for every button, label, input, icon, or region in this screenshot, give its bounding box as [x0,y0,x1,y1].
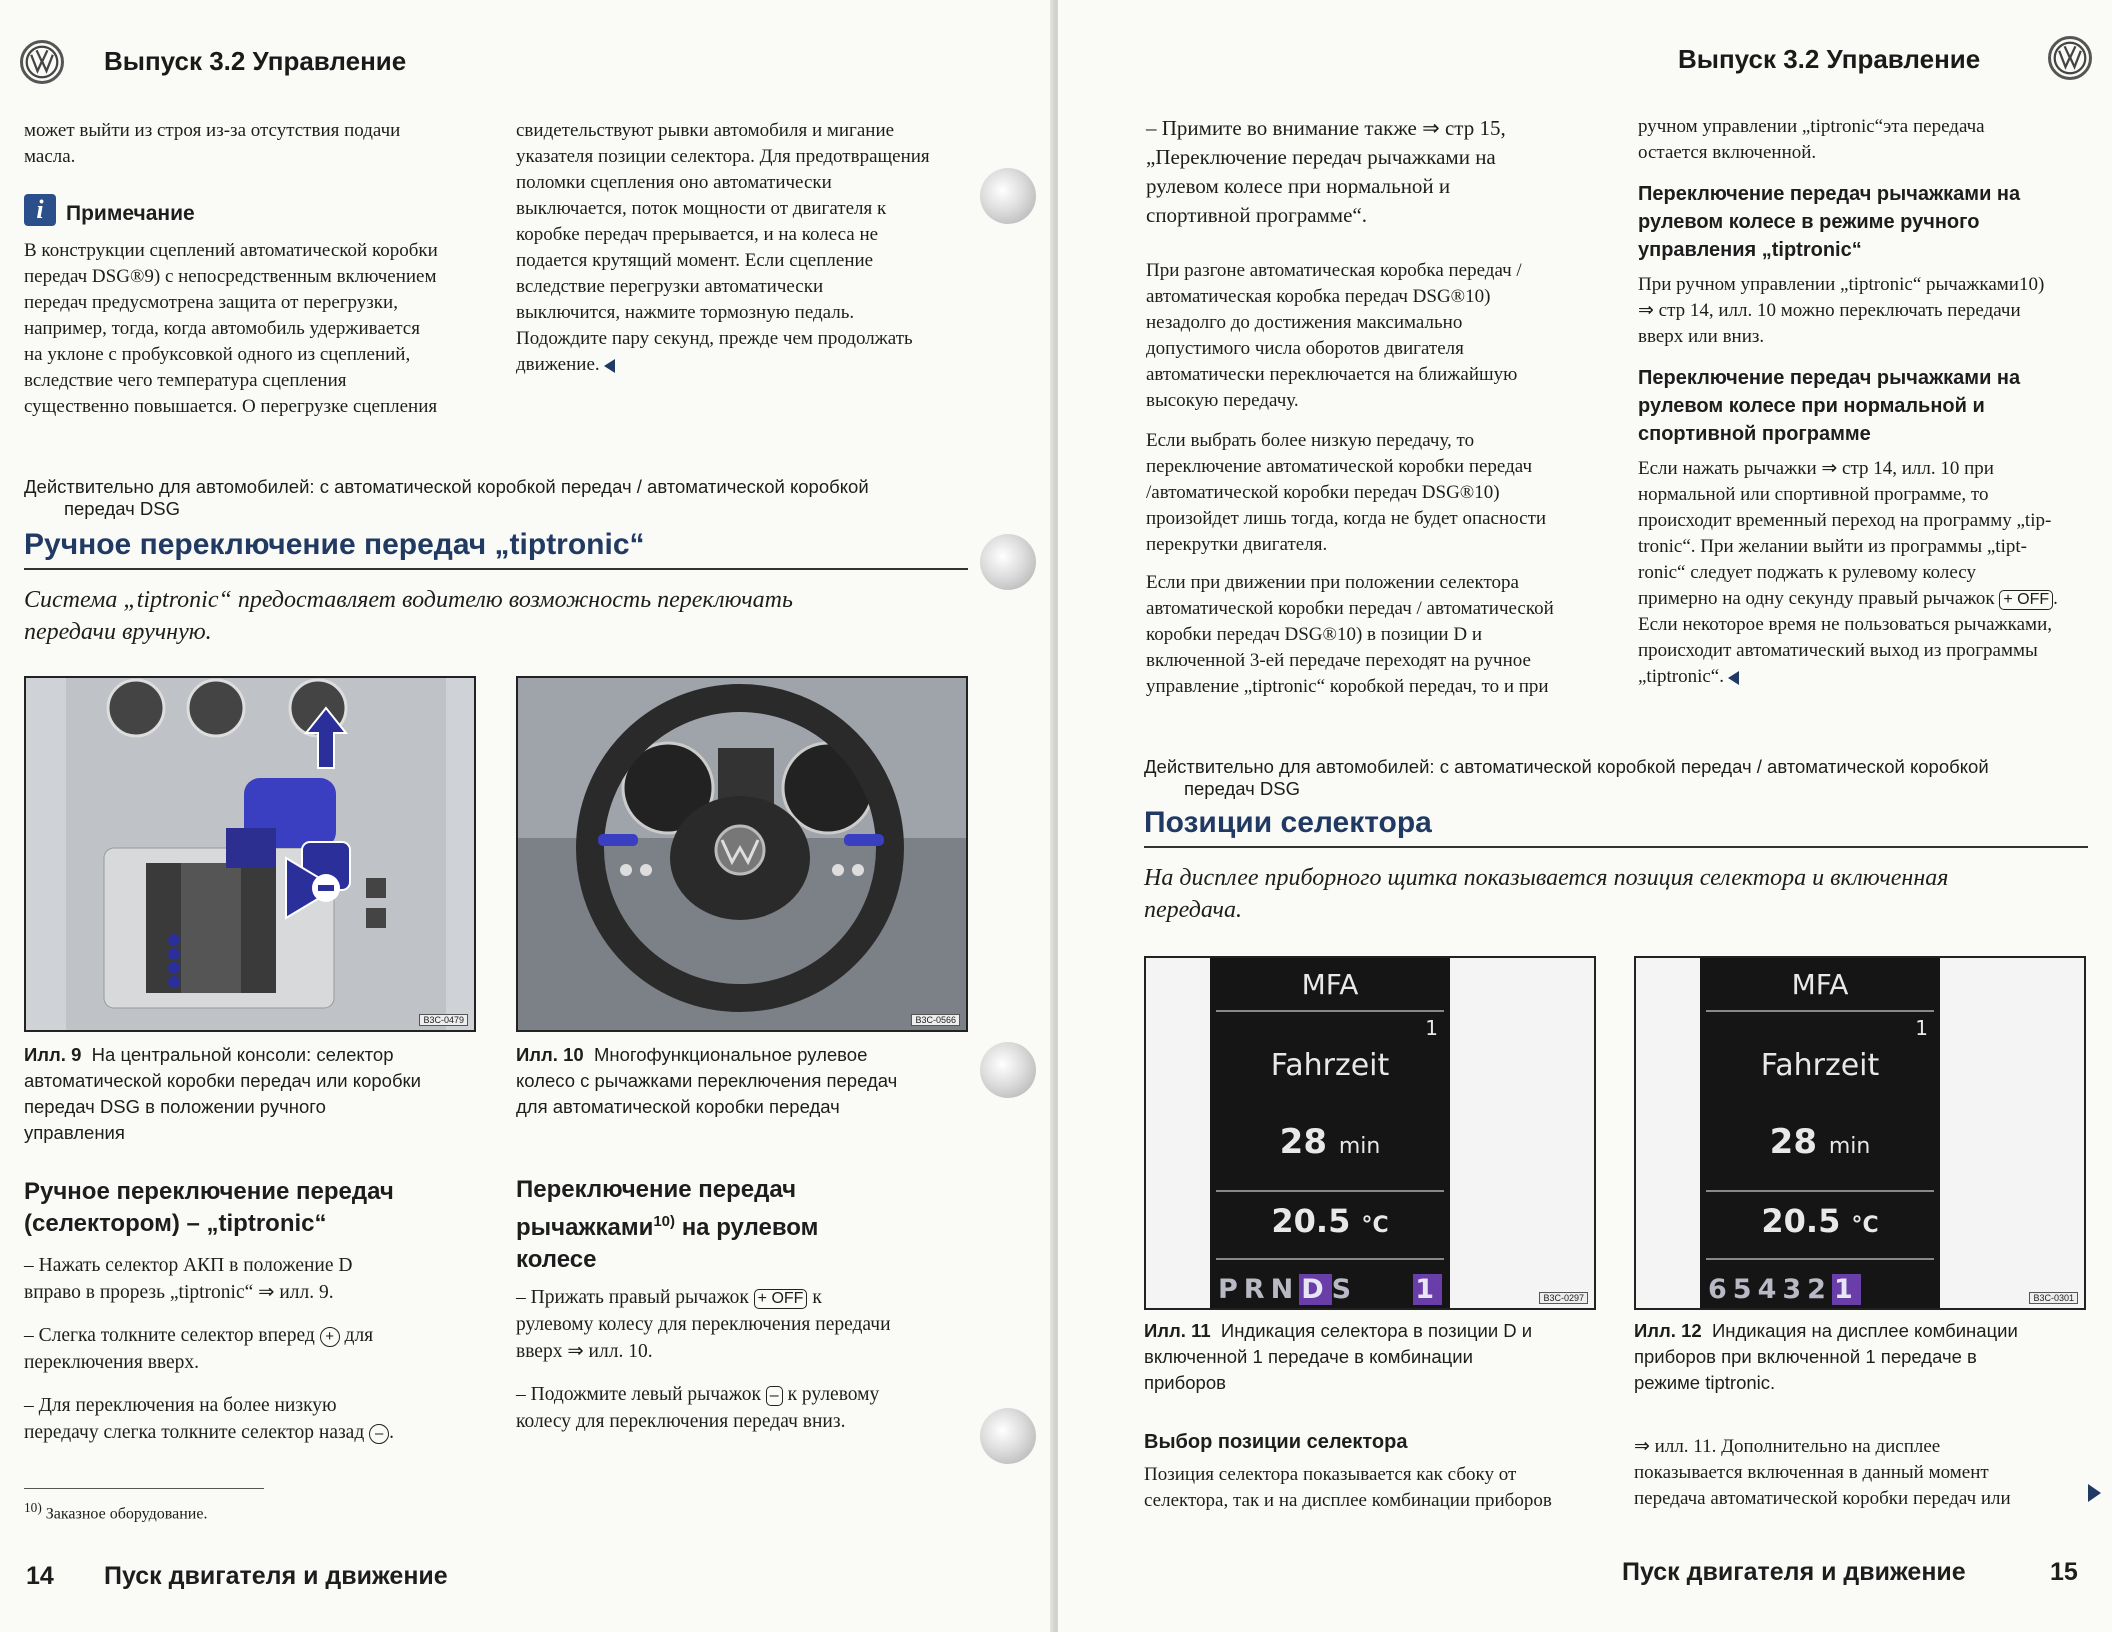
text-line: Если некоторое время не пользоваться рычажками, [1638,614,2053,635]
text-word: рычажками [516,1214,654,1241]
text-line: Система „tiptronic“ предоставляет водителю возможность переключать [24,587,793,613]
text-word: для [344,1325,374,1346]
text-line: На дисплее приборного щитка показывается позиция селектора и включенная [1144,865,1949,891]
text-line: на уклоне с пробуксовкой одного из сцеплений, [24,344,411,365]
text-line: приборов [1144,1372,1226,1393]
vw-logo-icon [20,40,64,84]
right-page [1058,0,2112,1632]
col2-para2: Если нажать рычажки ⇒ стр 14, илл. 10 при нормальной или спортивной программе, то происходит временный переход на программу „tip- tronic“. При желании выйти из программы „tipt- ronic“ следует поджать к рулевому колесу примерно на одну секунду правый рычажок + OFF . Если некоторое время не пользоваться рычажками, происходит автоматический выход из программы „tiptronic“. [1638,456,2098,690]
text-line: автоматически переключается на ближайшую [1146,364,1518,385]
text-line: Если нажать рычажки ⇒ стр 14, илл. 10 при [1638,458,1994,479]
text-line: управления [24,1122,125,1143]
text-word: к [812,1287,822,1308]
gear-indicator [1708,1274,1932,1304]
text-line: происходит автоматический выход из программы [1638,640,2038,661]
mfa-temp: 20.5 [1761,1202,1841,1240]
text-line: спортивной программе [1638,423,1871,445]
col2-heading-normal [1638,364,2098,448]
text-line: Переключение передач рычажками на [1638,183,2021,205]
gear-indicator [1218,1274,1442,1304]
subsection-paddles-title [516,1174,976,1276]
text-line: ручном управлении „tiptronic“эта передача [1638,116,1985,137]
col2-top-text [516,118,996,378]
selector-choice-text [1144,1462,1604,1514]
page-header: Выпуск 3.2 Управление [1678,44,1981,74]
text-line: ronic“ следует поджать к рулевому колесу [1638,562,1976,583]
text-line: выключится, нажмите тормозную педаль. [516,302,855,323]
gear-selector-illustration [26,678,476,1032]
divider [1216,1010,1444,1012]
mfa-temp: 20.5 [1271,1202,1351,1240]
text-line: колесо с рычажками переключения передач [516,1070,898,1091]
plus-off-key-icon: + OFF [1999,590,2053,610]
text-line: ⇒ стр 14, илл. 10 можно переключать передачи [1638,300,2021,321]
text-line: рулевом колесе в режиме ручного [1638,211,1980,233]
figure-code: B3C-0566 [911,1014,960,1026]
text-line: вследствие чего температура сцепления [24,370,347,391]
divider [1706,1190,1934,1192]
text-line: – Прижать правый рычажок [516,1287,749,1308]
text-line: передачу слегка толкните селектор назад [24,1422,365,1443]
text-word: на рулевом [681,1214,819,1241]
text-line: коробки передач DSG®10) в позиции D и [1146,624,1482,645]
col1-para3 [1146,570,1586,700]
end-marker-icon [1728,671,1739,685]
step-item [24,1252,494,1306]
page-number: 14 [26,1562,54,1590]
footnote-ref: 10) [653,1213,676,1230]
steering-wheel-illustration [518,678,968,1032]
note-title: Примечание [66,202,195,225]
text-line: существенно повышается. О перегрузке сцепления [24,396,438,417]
page-header: Выпуск 3.2 Управление [104,46,407,76]
info-icon: i [24,194,56,226]
end-marker-icon [604,359,615,373]
section-rule [24,568,968,570]
plus-off-key-icon: + OFF [754,1289,808,1309]
punch-hole [980,534,1036,590]
text-line: передач DSG в положении ручного [24,1096,326,1117]
text-line: переключение автоматической коробки передач [1146,456,1532,477]
text-line: включенной 1 передаче в комбинации [1144,1346,1473,1367]
left-page [0,0,1054,1632]
text-line: допустимого числа оборотов двигателя [1146,338,1464,359]
col1-top-text [24,118,474,170]
page-footer: Пуск двигателя и движение [104,1562,448,1590]
figure-12 [1634,956,2086,1310]
text-line: переключения вверх. [24,1352,200,1373]
text-line: вправо в прорезь „tiptronic“ ⇒ илл. 9. [24,1282,334,1303]
col2-bottom-text [1634,1434,2094,1512]
text-line: приборов при включенной 1 передаче в [1634,1346,1977,1367]
text-line: В конструкции сцеплений автоматической коробки [24,240,438,261]
figure-11-caption [1144,1318,1604,1396]
section-title: Позиции селектора [1144,806,1432,839]
text-line: управления „tiptronic“ [1638,239,1862,261]
text-line: автоматической коробки передач / автоматической [1146,598,1554,619]
mfa-temp-unit: °C [1361,1213,1389,1238]
text-line: вверх ⇒ илл. 10. [516,1341,653,1362]
col1-para1 [1146,258,1586,414]
subsection-selector-steps [24,1252,494,1446]
subsection-paddles-steps [516,1284,986,1435]
text-line: передач DSG®9) с непосредственным включением [24,266,437,287]
mfa-time-unit: min [1338,1134,1381,1159]
validity-note [24,476,1014,520]
text-line: произойдет лишь тогда, когда не будет опасности [1146,508,1547,529]
col2-para1 [1638,272,2098,350]
text-line: колесе [516,1246,597,1273]
caption-number: Илл. 12 [1634,1320,1702,1341]
figure-code: B3C-0479 [419,1014,468,1026]
text-line: указателя позиции селектора. Для предотвращения [516,146,930,167]
figure-code: B3C-0297 [1539,1292,1588,1304]
text-line: „Переключение передач рычажками на [1146,145,1496,169]
minus-key-icon: – [766,1386,783,1406]
page-number: 15 [2050,1558,2078,1586]
text-line: спортивной программе“. [1146,203,1367,227]
text-line: примерно на одну секунду правый рычажок [1638,588,1995,609]
gear-number: 1 [1415,1273,1440,1305]
figure-10 [516,676,968,1032]
text-line: передача автоматической коробки передач или [1634,1488,2011,1509]
section-rule [1144,846,2088,848]
mfa-time: 28 [1279,1122,1327,1162]
mfa-temp-unit: °C [1851,1213,1879,1238]
gear-positions: PRN [1218,1273,1300,1305]
text-line: tronic“. При желании выйти из программы „tipt- [1638,536,2027,557]
validity-note [1144,756,2104,800]
figure-12-caption [1634,1318,2094,1396]
text-line: перекрутки двигателя. [1146,534,1328,555]
divider [1706,1258,1934,1260]
mfa-index: 1 [1915,1016,1928,1040]
footnote-mark: 10) [24,1500,42,1515]
text-line: передач DSG [64,498,181,519]
text-line: рулевом колесе при нормальной и [1638,395,1985,417]
divider [1706,1010,1934,1012]
text-line: – Подожмите левый рычажок [516,1384,761,1405]
gear-selected: D [1301,1273,1330,1305]
text-line: „tiptronic“. [1638,666,1724,687]
text-line: Позиция селектора показывается как сбоку от [1144,1464,1517,1485]
step-item [516,1284,986,1365]
text-line: При ручном управлении „tiptronic“ рычажками10) [1638,274,2045,295]
text-line: рулевом колесе при нормальной и [1146,174,1451,198]
text-line: свидетельствуют рывки автомобиля и мигание [516,120,895,141]
mfa-display [1210,958,1450,1308]
mfa-time-unit: min [1828,1134,1871,1159]
footnote-rule [24,1488,264,1489]
mfa-index: 1 [1425,1016,1438,1040]
mfa-title: MFA [1301,968,1359,1001]
text-line: – Нажать селектор АКП в положение D [24,1255,353,1276]
mfa-title: MFA [1791,968,1849,1001]
text-line: Действительно для автомобилей: с автоматической коробкой передач / автоматической коробкой [24,476,869,497]
figure-9 [24,676,476,1032]
text-line: – Для переключения на более низкую [24,1395,337,1416]
subsection-selector-choice: Выбор позиции селектора [1144,1431,1408,1453]
text-line: Индикация на дисплее комбинации [1711,1320,2018,1341]
text-line: автоматической коробки передач или коробки [24,1070,421,1091]
text-line: для автоматической коробки передач [516,1096,840,1117]
text-line: Если при движении при положении селектора [1146,572,1519,593]
mfa-label: Fahrzeit [1760,1048,1880,1083]
footnote [24,1500,207,1523]
figure-9-caption [24,1042,484,1146]
mfa-display [1700,958,1940,1308]
text-line: может выйти из строя из-за отсутствия подачи [24,120,401,141]
text-line: передачи вручную. [24,619,212,645]
text-line: Действительно для автомобилей: с автоматической коробкой передач / автоматической коробкой [1144,756,1989,777]
mfa-time: 28 [1769,1122,1817,1162]
text-line: передач предусмотрена защита от перегрузки, [24,292,398,313]
text-line: показывается включенная в данный момент [1634,1462,1989,1483]
text-line: Переключение передач [516,1176,797,1203]
text-word: к рулевому [787,1384,880,1405]
text-line: вверх или вниз. [1638,326,1765,347]
text-line: рулевому колесу для переключения передачи [516,1314,891,1335]
text-line: (селектором) – „tiptronic“ [24,1210,327,1237]
text-line: движение. [516,354,600,375]
figure-code: B3C-0301 [2029,1292,2078,1304]
col2-top-text [1638,114,2098,166]
col1-para2 [1146,428,1586,558]
punch-hole [980,168,1036,224]
text-line: передач DSG [1184,778,1301,799]
text-line: Ручное переключение передач [24,1178,394,1205]
footnote-text: Заказное оборудование. [45,1505,208,1523]
text-line: передача. [1144,897,1242,923]
text-line: /автоматической коробки передач DSG®10) [1146,482,1500,503]
text-line: Индикация селектора в позиции D и [1220,1320,1533,1341]
text-line: На центральной консоли: селектор [91,1044,394,1065]
text-line: вследствие перегрузки автоматически [516,276,824,297]
text-line: незадолго до достижения максимально [1146,312,1463,333]
figure-11 [1144,956,1596,1310]
text-line: Подождите пару секунд, прежде чем продолжать [516,328,913,349]
step-item [24,1322,494,1376]
text-line: ⇒ илл. 11. Дополнительно на дисплее [1634,1436,1941,1457]
caption-number: Илл. 11 [1144,1320,1211,1341]
text-line: например, тогда, когда автомобиль удерживается [24,318,420,339]
note-body [24,238,484,420]
text-line: выключается, поток мощности от двигателя к [516,198,887,219]
gear-positions: S [1331,1273,1358,1305]
caption-number: Илл. 9 [24,1044,82,1065]
text-line: Многофункциональное рулевое [593,1044,868,1065]
text-line: нормальной или спортивной программе, то [1638,484,1989,505]
subsection-selector-title [24,1176,494,1240]
gear-selected: 1 [1833,1273,1859,1305]
text-line: автоматическая коробка передач DSG®10) [1146,286,1491,307]
section-lead [1144,862,2104,926]
text-line: включенной 3-ей передаче переходят на ручное [1146,650,1531,671]
divider [1216,1190,1444,1192]
text-line: – Слегка толкните селектор вперед [24,1325,315,1346]
punch-hole [980,1042,1036,1098]
text-line: подается крутящий момент. Если сцепление [516,250,874,271]
text-line: – Примите во внимание также ⇒ стр 15, [1146,116,1506,140]
text-line: селектора, так и на дисплее комбинации приборов [1144,1490,1552,1511]
gear-positions: 65432 [1708,1273,1832,1305]
text-line: происходит временный переход на программу „tip- [1638,510,2052,531]
figure-10-caption [516,1042,976,1120]
text-line: Переключение передач рычажками на [1638,367,2021,389]
text-line: поломки сцепления оно автоматически [516,172,832,193]
text-line: управление „tiptronic“ коробкой передач, то и при [1146,676,1549,697]
divider [1216,1258,1444,1260]
col1-reference [1146,114,1586,230]
text-line: масла. [24,146,76,167]
text-line: колесу для переключения передач вниз. [516,1411,846,1432]
col2-heading-manual [1638,180,2098,264]
mfa-label: Fahrzeit [1270,1048,1390,1083]
minus-symbol-icon: – [369,1424,389,1444]
step-item [516,1381,986,1435]
continue-arrow-icon [2088,1484,2101,1502]
step-item: – Для переключения на более низкую передачу слегка толкните селектор назад – . [24,1392,494,1446]
text-line: высокую передачу. [1146,390,1299,411]
text-line: остается включенной. [1638,142,1817,163]
text-line: коробке передач прерывается, и на колеса не [516,224,879,245]
section-title: Ручное переключение передач „tiptronic“ [24,528,645,561]
text-line: При разгоне автоматическая коробка передач / [1146,260,1522,281]
section-lead [24,584,984,648]
plus-symbol-icon: + [320,1327,340,1347]
text-line: режиме tiptronic. [1634,1372,1776,1393]
page-footer: Пуск двигателя и движение [1622,1558,1966,1586]
vw-logo-icon [2048,36,2092,80]
text-line: Если выбрать более низкую передачу, то [1146,430,1475,451]
punch-hole [980,1408,1036,1464]
caption-number: Илл. 10 [516,1044,584,1065]
